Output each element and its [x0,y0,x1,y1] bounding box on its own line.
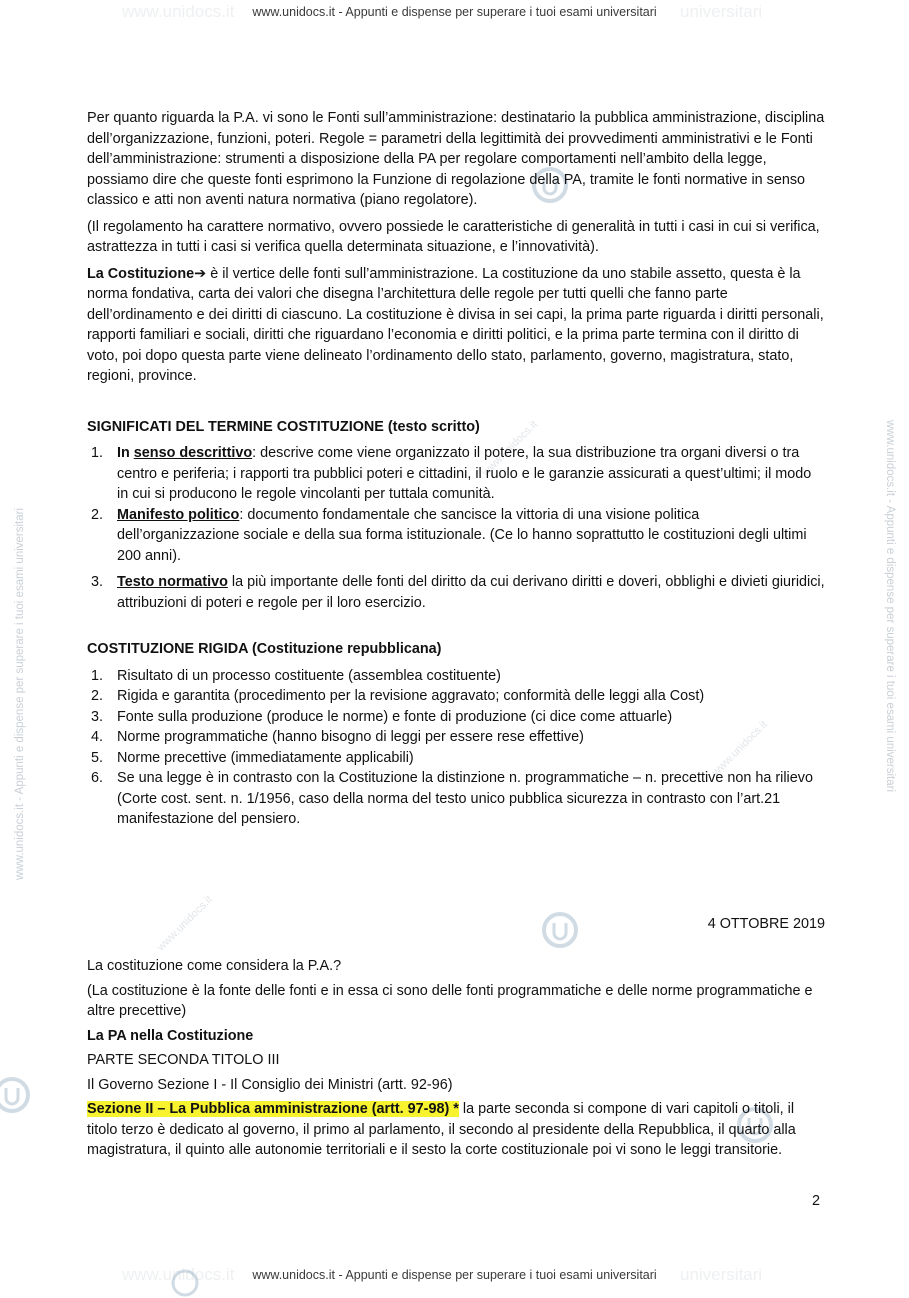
intro-paragraph-1: Per quanto riguarda la P.A. vi sono le Fonti sull’amministrazione: destinatario la pubblica amministrazione, disciplina dell’organizzazione, funzioni, poteri. Regole = parametri della legittimità dei provvedimenti amministrativi e le Fonti dell’amministrazione: strumenti a disposizione della PA per regolare comportamenti nell’ambito della legge, possiamo dire che queste fonti esprimono la Funzione di regolazione della PA, tramite le fonti normative in senso classico e atti non aventi natura normativa (piano regolatore). [87,110,825,208]
list-item: 2. Rigida e garantita (procedimento per la revisione aggravato; conformità delle leggi alla Cost) [91,688,705,704]
section-significati-title: SIGNIFICATI DEL TERMINE COSTITUZIONE (testo scritto) [87,418,480,435]
list-item: 1. In senso descrittivo: descrive come viene organizzato il potere, la sua distribuzione tra organi diversi o tra centro e periferia; i rapporti tra pubblici poteri e cittadini, il ruolo e le garanzie assicurati a quest’ultimi; il modo in cui si producono le regole vincolanti per tuttala comunità. [91,445,812,502]
parte-seconda-label: PARTE SECONDA TITOLO III [87,1052,280,1068]
watermark-bottom-left: www.unidocs.it [122,1265,235,1284]
costituzione-term: La Costituzione [87,265,195,282]
list-item: 5. Norme precettive (immediatamente applicabili) [91,749,414,766]
governo-line: Il Governo Sezione I - Il Consiglio dei Ministri (artt. 92-96) [87,1076,453,1093]
watermark-top-right: universitari [680,2,763,21]
watermark-diagonal-3: www.unidocs.it [480,418,540,479]
footer-banner[interactable]: www.unidocs.it - Appunti e dispense per superare i tuoi esami universitari [252,1268,657,1282]
watermark-bottom-right: universitari [680,1265,763,1284]
list-item: 1. Risultato di un processo costituente (assemblea costituente) [91,667,501,684]
header-banner[interactable]: www.unidocs.it - Appunti e dispense per superare i tuoi esami universitari [252,5,657,19]
watermark-side-right: www.unidocs.it - Appunti e dispense per superare i tuoi esami universitari [884,420,896,793]
significati-list [87,443,825,613]
list-item: 6. Se una legge è in contrasto con la Costituzione la distinzione n. programmatiche – n. precettive non ha rilievo (Corte cost. sent. n. 1/1956, caso della norma del testo unico pubblica sicurezza in contrasto con l’art.21 manifestazione del pensiero. [91,770,813,827]
watermark-side-left: www.unidocs.it - Appunti e dispense per superare i tuoi esami universitari [14,507,26,880]
watermark-diagonal-1: www.unidocs.it [155,893,215,954]
question-paragraph: La costituzione come considera la P.A.? [87,958,342,974]
term-senso-descrittivo: senso descrittivo [133,445,253,461]
intro-paragraph-3 [87,264,825,387]
watermark-top-left: www.unidocs.it [122,2,235,21]
arrow-icon: ➔ [194,265,207,282]
sezione-ii-paragraph [87,1099,825,1161]
term-manifesto-politico: Manifesto politico [117,506,240,523]
intro-paragraph-2: (Il regolamento ha carattere normativo, ovvero possiede le caratteristiche di generalità in tutti i casi in cui si verifica, astrattezza in tutti i casi si verifica quella determinata situazione, e l’innovatività). [87,218,820,255]
list-item: 4. Norme programmatiche (hanno bisogno di leggi per essere rese effettive) [91,729,584,745]
list-item: 3. Fonte sulla produzione (produce le norme) e fonte di produzione (ci dice come attuarle) [91,708,673,725]
page-number: 2 [812,1193,821,1209]
pa-costituzione-title: La PA nella Costituzione [87,1027,254,1044]
list-item: 2. Manifesto politico: documento fondamentale che sancisce la vittoria di una visione politica dell’organizzazione sociale e della sua forma istituzionale. (Ce lo hanno soprattutto le costituzioni degli ultimi 200 anni). [91,506,807,564]
note-paragraph: (La costituzione è la fonte delle fonti e in essa ci sono delle fonti programmatiche e delle norme programmatiche e altre precettive) [87,982,813,1019]
sezione-ii-highlight: Sezione II – La Pubblica amministrazione (artt. 97-98) * [87,1101,459,1117]
list-item: 3. Testo normativo la più importante delle fonti del diritto da cui derivano diritti e doveri, obblighi e divieti giuridici, attribuzioni di poteri e regole per il loro esercizio. [91,574,825,611]
costituzione-text: è il vertice delle fonti sull’amministrazione. La costituzione da uno stabile assetto, questa è la norma fondativa, carta dei valori che disegna l’architettura delle regole per tutti quelli che fanno parte dell’ordinamento e dei diritti di ciascuno. La costituzione è divisa in sei capi, la prima parte riguarda i diritti personali, rapporti familiari e sociali, diritti che riguardano l’economia e diritti politici, e la prima parte termina con il diritto di voto, poi dopo questa parte viene delineato l’ordinamento dello stato, parlamento, governo, magistratura, stato, regioni, province. [87,265,824,384]
term-testo-normativo: Testo normativo [117,574,228,590]
section-costituzione-rigida-title: COSTITUZIONE RIGIDA (Costituzione repubblicana) [87,641,442,657]
unidocs-logo-icon [0,1075,32,1115]
watermark-diagonal-2: www.unidocs.it [710,718,770,779]
sezione-ii-text: la parte seconda si compone di vari capitoli o titoli, il titolo terzo è dedicato al governo, il primo al parlamento, il secondo al presidente della Repubblica, il quarto alla magistratura, il quinto alle autonomie territoriali e il sesto la corte costituzionale poi vi sono le leggi transitorie. [87,1101,796,1158]
lecture-date: 4 OTTOBRE 2019 [707,915,825,932]
costituzione-rigida-list [87,666,825,830]
document-body [87,108,825,1167]
